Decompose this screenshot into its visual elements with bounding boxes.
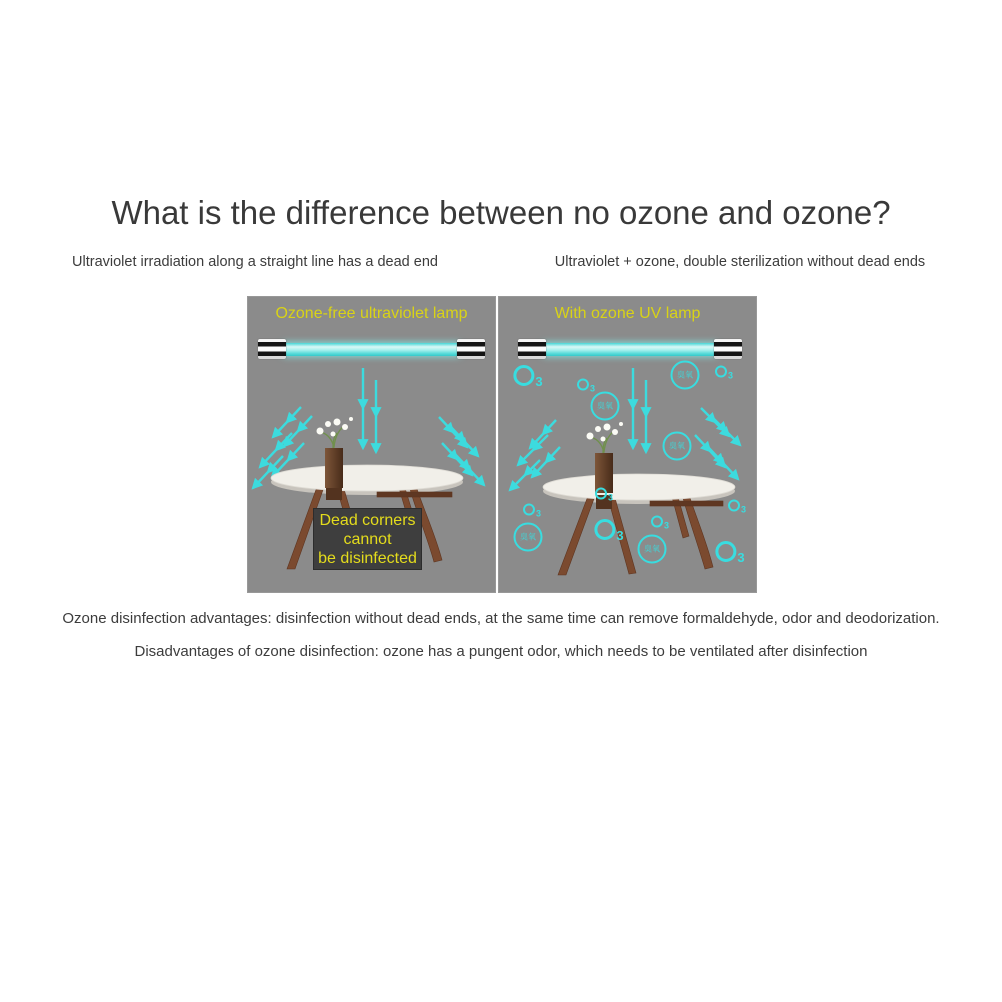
page-title: What is the difference between no ozone and ozone?	[111, 194, 891, 232]
lamp-cap-left	[258, 339, 286, 359]
ozone-text-circle-icon: 臭氧	[671, 361, 700, 390]
o3-layer	[498, 296, 757, 593]
o3-molecule-icon: 3	[715, 366, 733, 381]
o3-molecule-icon: 3	[728, 500, 746, 515]
o3-molecule-icon: 3	[513, 365, 542, 389]
subtitle-no-ozone: Ultraviolet irradiation along a straight line has a dead end	[72, 254, 438, 270]
ozone-text-circle-icon: 臭氧	[663, 432, 692, 461]
panel-no-ozone	[247, 296, 496, 593]
ozone-text-circle-icon: 臭氧	[514, 523, 543, 552]
vase-bracket	[326, 486, 342, 500]
lamp-cap-right	[457, 339, 485, 359]
lamp-tube	[281, 343, 462, 356]
panel-with-ozone	[498, 296, 757, 593]
subtitle-with-ozone: Ultraviolet + ozone, double sterilization without dead ends	[554, 254, 926, 270]
dead-corners-line: Dead corners	[319, 511, 416, 529]
o3-molecule-icon: 3	[577, 379, 595, 394]
o3-molecule-icon: 3	[595, 488, 613, 503]
ozone-text-circle-icon: 臭氧	[638, 535, 667, 564]
panel-no-ozone-title: Ozone-free ultraviolet lamp	[275, 305, 468, 322]
comparison-panels	[247, 296, 757, 593]
o3-molecule-icon: 3	[715, 541, 744, 565]
white-flowers	[317, 417, 354, 437]
o3-molecule-icon: 3	[523, 504, 541, 519]
ozone-text-circle-icon: 臭氧	[591, 392, 620, 421]
o3-molecule-icon: 3	[651, 516, 669, 531]
panel-with-ozone-title: With ozone UV lamp	[554, 305, 701, 322]
o3-molecule-icon: 3	[594, 519, 623, 543]
footer-advantages: Ozone disinfection advantages: disinfection without dead ends, at the same time can remove formaldehyde, odor and deodorization.	[62, 610, 940, 627]
dead-corners-callout	[313, 508, 422, 570]
footer-disadvantages: Disadvantages of ozone disinfection: ozone has a pungent odor, which needs to be ventilated after disinfection	[134, 643, 868, 660]
dead-corners-line: cannot	[343, 530, 392, 548]
dead-corners-line: be disinfected	[318, 549, 417, 567]
